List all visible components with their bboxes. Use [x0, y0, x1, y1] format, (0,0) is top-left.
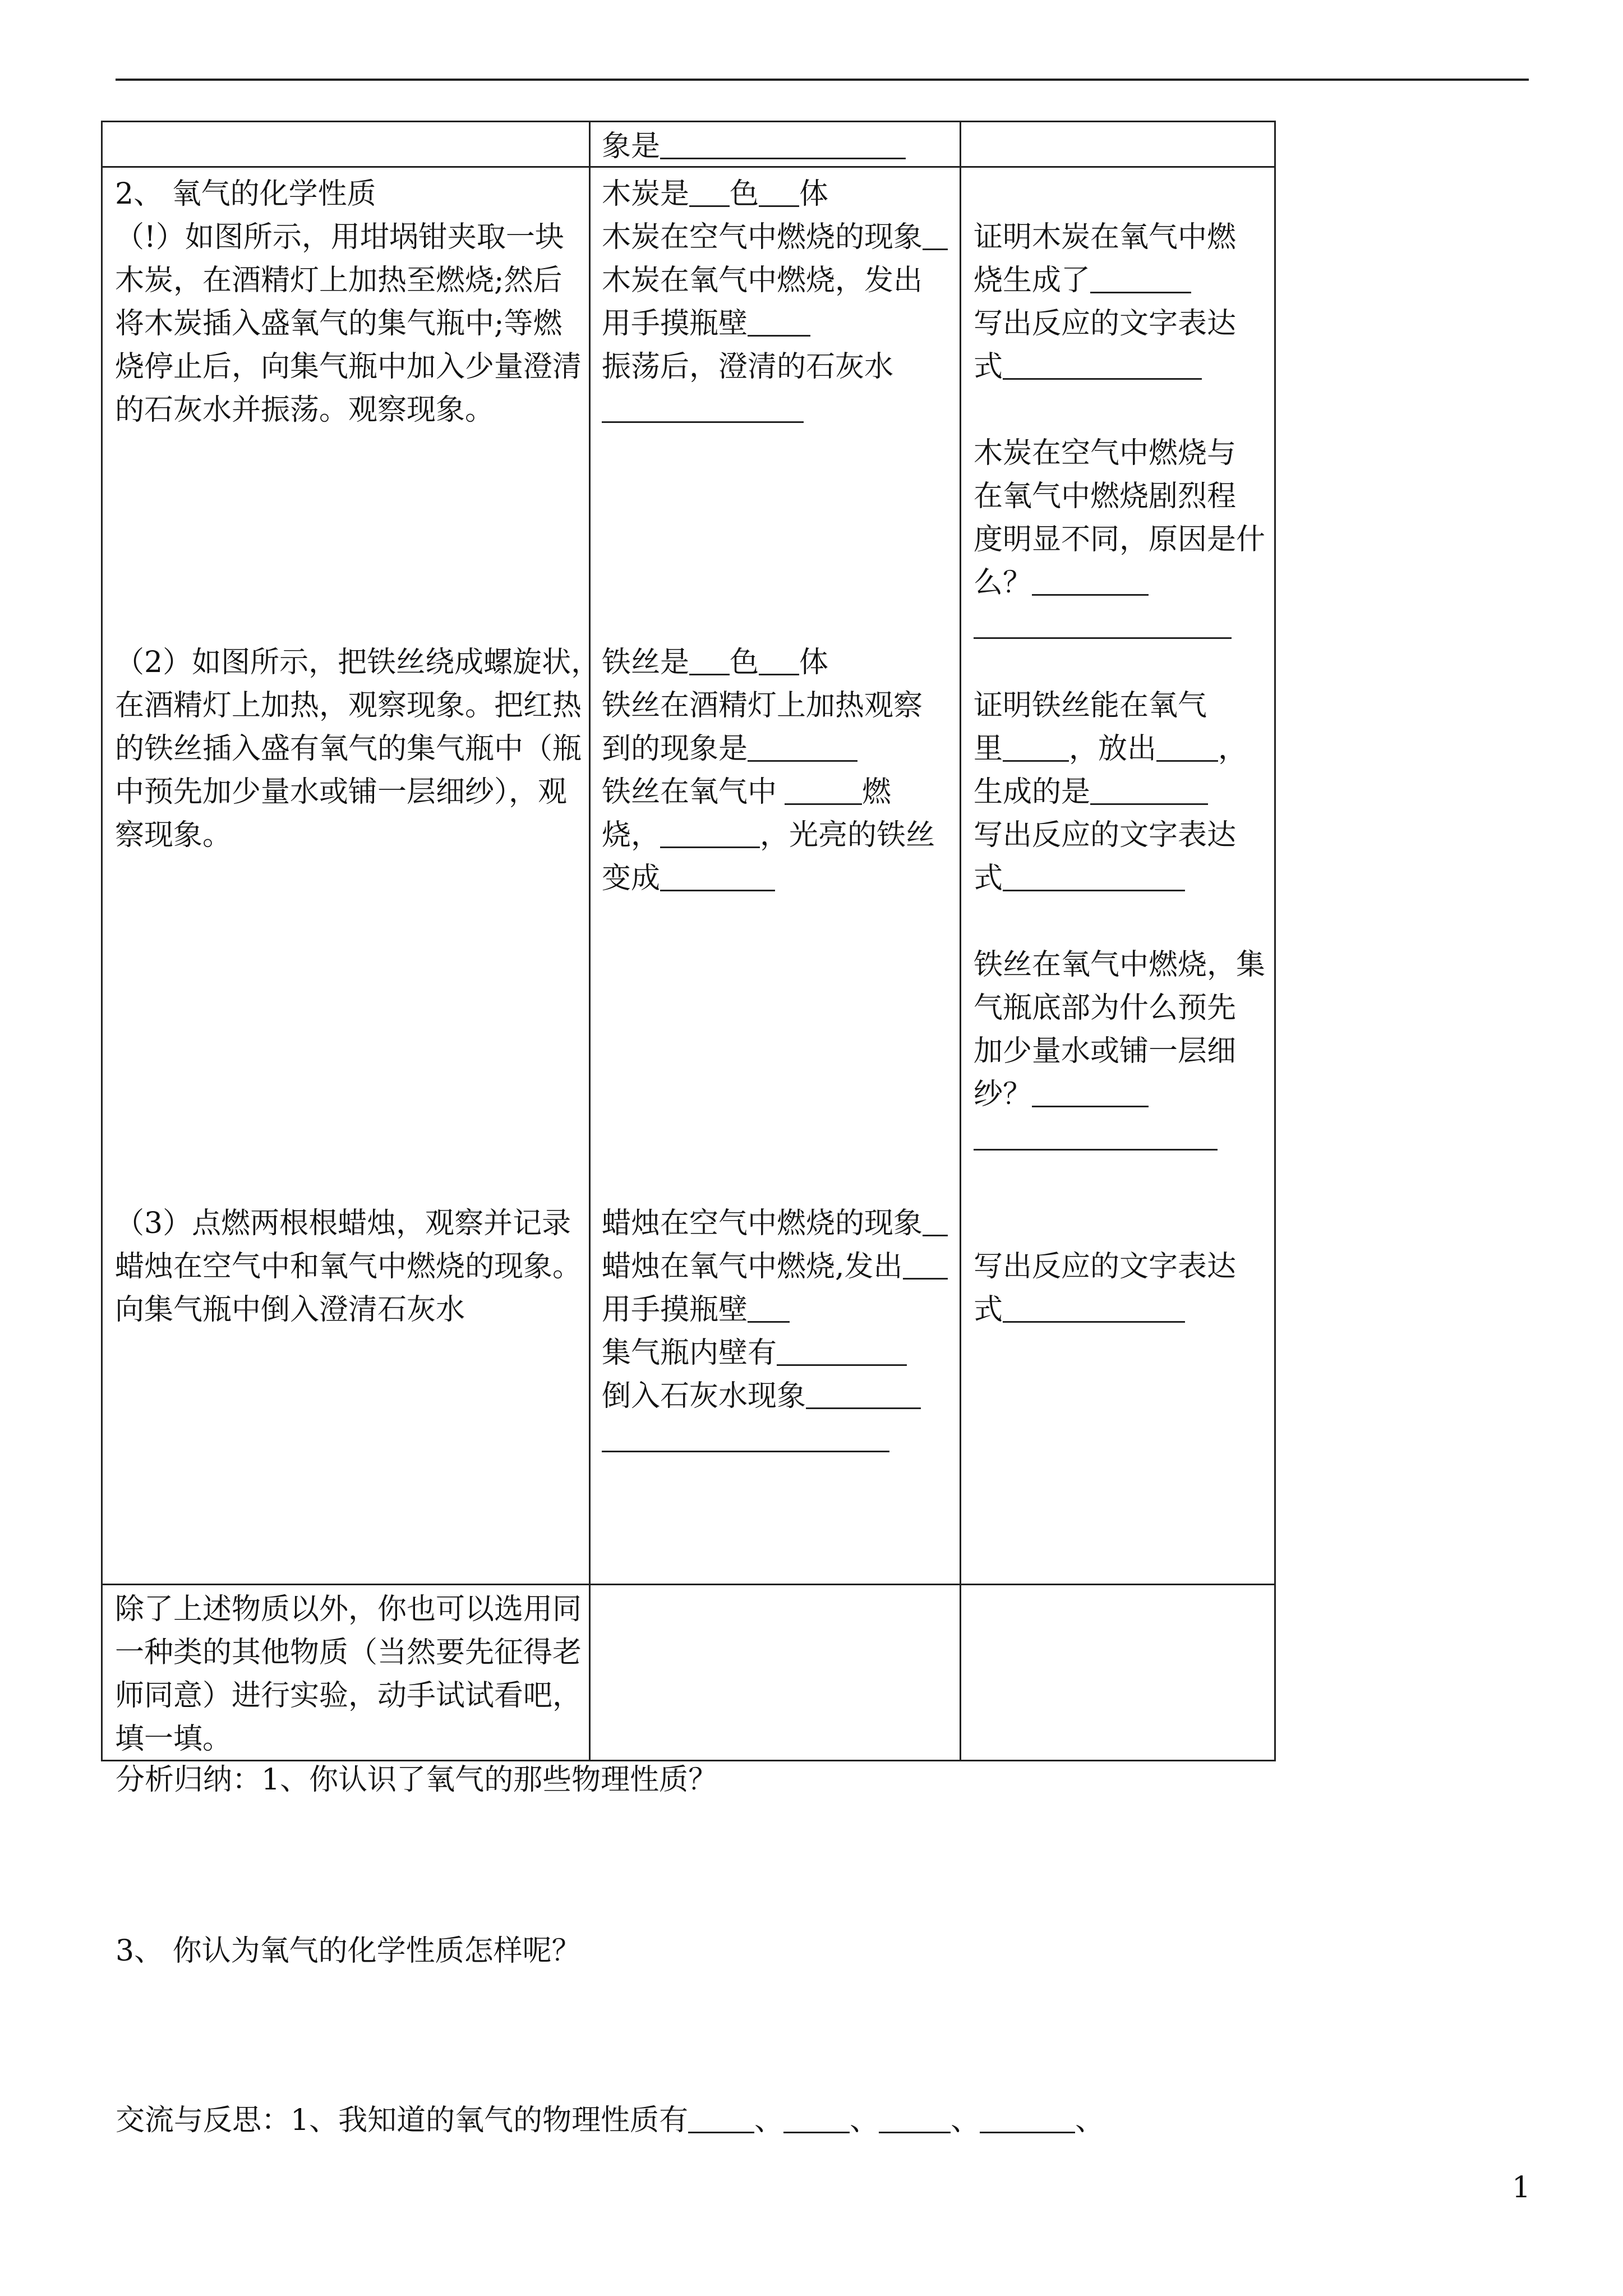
text-line: （3）点燃两根根蜡烛，观察并记录: [115, 1207, 571, 1240]
text: 烧生成了: [974, 264, 1091, 297]
text: 式: [974, 862, 1003, 895]
text-line: 在酒精灯上加热，观察现象。把红热: [115, 689, 582, 723]
text-line: （!）如图所示，用坩埚钳夹取一块: [115, 220, 564, 254]
text: ，放出: [1069, 732, 1157, 766]
text: 式: [974, 1293, 1003, 1327]
fill-blank[interactable]: [748, 1289, 790, 1323]
text: 么？: [974, 566, 1032, 600]
text: 铁丝在氧气中: [602, 775, 777, 809]
text-line: 师同意）进行实验，动手试试看吧，: [115, 1679, 582, 1713]
fill-blank[interactable]: [759, 641, 799, 675]
fill-blank[interactable]: [923, 216, 948, 250]
exp1-observations: [602, 173, 948, 432]
page-number: 1: [1512, 2171, 1531, 2205]
text: 集气瓶内壁有: [602, 1336, 777, 1370]
fill-blank[interactable]: [689, 173, 730, 207]
text-line: 的铁丝插入盛有氧气的集气瓶中（瓶: [115, 732, 582, 766]
text: 蜡烛在空气中燃烧的现象: [602, 1207, 923, 1240]
text: 色: [730, 646, 759, 679]
cell-text: 象是: [602, 130, 661, 163]
fill-blank[interactable]: [783, 2099, 850, 2133]
text: 木炭是: [602, 177, 690, 211]
fill-blank[interactable]: [806, 1375, 921, 1409]
text: ，: [1218, 732, 1248, 766]
fill-blank[interactable]: [1032, 562, 1149, 596]
exp3-conclusions: [974, 1202, 1236, 1332]
text-line: 填一填。: [115, 1722, 232, 1756]
separator: 、: [850, 2104, 879, 2137]
text: 变成: [602, 862, 661, 895]
text: 木炭在空气中燃烧的现象: [602, 220, 923, 254]
fill-blank[interactable]: [748, 728, 857, 762]
reflection-text: 交流与反思：1、我知道的氧气的物理性质有: [116, 2104, 689, 2137]
extension-observation-cell[interactable]: [591, 1585, 958, 1759]
text-line: 度明显不同，原因是什: [974, 523, 1266, 556]
text: 蜡烛在氧气中燃烧,发出: [602, 1250, 903, 1283]
header-rule: [116, 79, 1529, 81]
text-line: 铁丝在酒精灯上加热观察: [602, 689, 923, 723]
fill-blank[interactable]: [879, 2099, 951, 2133]
exp2-procedure: [115, 641, 600, 857]
text-line: 振荡后，澄清的石灰水: [602, 350, 894, 384]
extension-conclusion-cell[interactable]: [961, 1585, 1275, 1759]
text-line: （2）如图所示，把铁丝绕成螺旋状，: [115, 646, 601, 679]
text-line: 证明木炭在氧气中燃: [974, 220, 1237, 254]
column-divider-2: [960, 122, 961, 1760]
fill-blank[interactable]: [689, 641, 730, 675]
text-line: 写出反应的文字表达: [974, 1250, 1237, 1283]
text-line: 中预先加少量水或铺一层细纱），观: [115, 775, 568, 809]
fill-blank[interactable]: [1090, 771, 1208, 805]
text-line: 写出反应的文字表达: [974, 307, 1237, 341]
fill-blank[interactable]: [688, 2099, 754, 2133]
exp3-procedure: [115, 1202, 582, 1332]
text: 体: [799, 177, 829, 211]
fill-blank[interactable]: [1032, 1073, 1149, 1107]
experiment-table: [101, 121, 1276, 1761]
text-line: 一种类的其他物质（当然要先征得老: [115, 1636, 582, 1669]
fill-blank[interactable]: [974, 1116, 1218, 1151]
fill-blank[interactable]: [660, 814, 760, 848]
fill-blank[interactable]: [1156, 728, 1218, 762]
fill-blank[interactable]: [1003, 857, 1185, 891]
text-line: 烧停止后，向集气瓶中加入少量澄清: [115, 350, 582, 384]
exp1-procedure: [115, 173, 582, 432]
text-line: 除了上述物质以外，你也可以选用同: [115, 1593, 582, 1626]
fill-blank[interactable]: [759, 173, 799, 207]
fill-blank[interactable]: [602, 1418, 889, 1452]
separator: 、: [1075, 2104, 1105, 2137]
text-line: 铁丝在氧气中燃烧，集: [974, 948, 1266, 982]
fill-blank[interactable]: [974, 605, 1232, 639]
column-divider-1: [589, 122, 591, 1760]
text: 倒入石灰水现象: [602, 1379, 806, 1413]
text-line: 向集气瓶中倒入澄清石灰水: [115, 1293, 465, 1327]
text-line: 加少量水或铺一层细: [974, 1034, 1237, 1068]
text-line: 气瓶底部为什么预先: [974, 991, 1237, 1025]
extension-prompt: [115, 1588, 582, 1761]
text-line: 木炭在氧气中燃烧，发出: [602, 264, 923, 297]
exp2-observations: [602, 641, 935, 900]
exp3-observations: [602, 1202, 948, 1461]
fill-blank[interactable]: [980, 2099, 1075, 2133]
text: 到的现象是: [602, 732, 748, 766]
text-line: 蜡烛在空气中和氧气中燃烧的现象。: [115, 1250, 582, 1283]
fill-blank[interactable]: [1090, 259, 1191, 293]
text: 体: [799, 646, 829, 679]
fill-blank[interactable]: [923, 1202, 948, 1236]
fill-blank[interactable]: [903, 1245, 948, 1280]
analysis-question-3: 3、 你认为氧气的化学性质怎样呢？: [116, 1934, 581, 1968]
fill-blank[interactable]: [1003, 1289, 1185, 1323]
text: 生成的是: [974, 775, 1091, 809]
text: 纱？: [974, 1078, 1032, 1111]
fill-blank[interactable]: [777, 1332, 907, 1366]
text-line: 将木炭插入盛氧气的集气瓶中;等燃: [115, 307, 562, 341]
reflection-line: [116, 2099, 1104, 2142]
fill-blank[interactable]: [748, 302, 810, 337]
fill-blank[interactable]: [1003, 728, 1069, 762]
text-line: 察现象。: [115, 818, 232, 852]
separator: 、: [951, 2104, 980, 2137]
fill-blank[interactable]: [785, 771, 862, 805]
text: 用手摸瓶壁: [602, 307, 748, 341]
text: 用手摸瓶壁: [602, 1293, 748, 1327]
fill-blank[interactable]: [660, 125, 906, 159]
text-line: 在氧气中燃烧剧烈程: [974, 480, 1237, 513]
fill-blank[interactable]: [1003, 346, 1202, 380]
top-row-col2: [602, 125, 906, 168]
separator: 、: [754, 2104, 784, 2137]
text: 铁丝是: [602, 646, 690, 679]
fill-blank[interactable]: [660, 857, 775, 891]
text: 色: [730, 177, 759, 211]
text: ，光亮的铁丝: [760, 818, 935, 852]
exp2-conclusions: [974, 684, 1265, 1159]
section-title: 2、 氧气的化学性质: [115, 177, 376, 211]
text-line: 写出反应的文字表达: [974, 818, 1237, 852]
exp1-conclusions: [974, 216, 1265, 648]
text-line: 证明铁丝能在氧气: [974, 689, 1207, 723]
text-line: 木炭，在酒精灯上加热至燃烧;然后: [115, 264, 562, 297]
text: 烧，: [602, 818, 661, 852]
text: 燃: [862, 775, 892, 809]
analysis-question-1: 分析归纳：1、你认识了氧气的那些物理性质？: [116, 1763, 718, 1797]
text-line: 木炭在空气中燃烧与: [974, 436, 1237, 470]
text-line: 的石灰水并振荡。观察现象。: [115, 393, 495, 427]
text: 式: [974, 350, 1003, 384]
fill-blank[interactable]: [602, 389, 804, 423]
text: 里: [974, 732, 1003, 766]
